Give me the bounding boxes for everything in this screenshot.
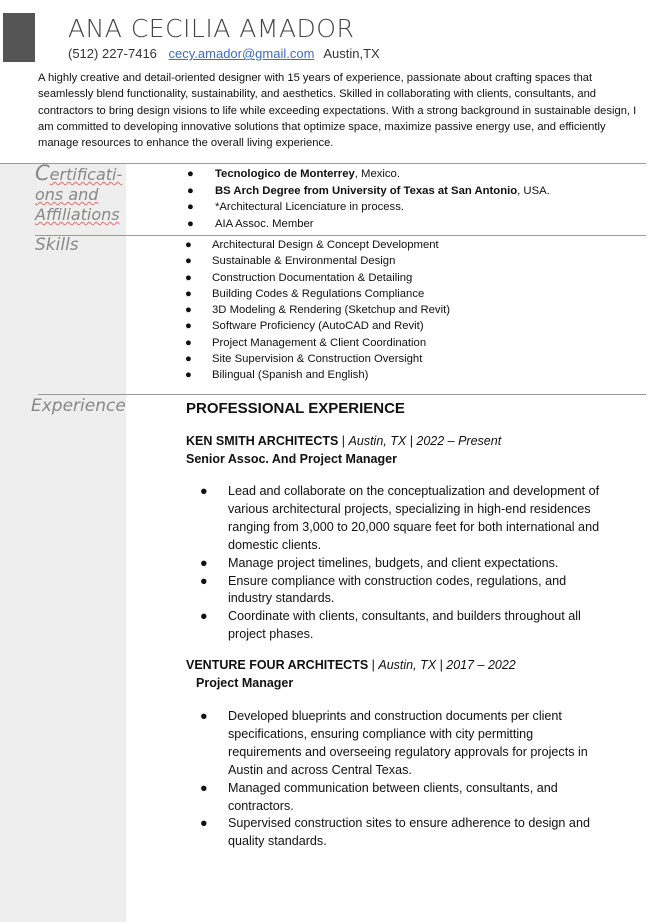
bullet-icon: ●: [185, 239, 192, 251]
bullet-icon: ●: [185, 304, 192, 317]
list-item: [200, 708, 610, 780]
cert-label-line2: ons and: [35, 185, 99, 204]
list-item: [200, 483, 610, 555]
duty-text: Lead and collaborate on the conceptualization and development of various architectural projects, specializing in high-end residences ranging from 3,000 to 20,000 square feet for both international and domestic clients.: [228, 484, 600, 552]
skills-heading: Skills: [35, 235, 79, 255]
bullet-icon: ●: [187, 168, 194, 180]
duty-text: Manage project timelines, budgets, and client expectations.: [228, 555, 559, 570]
list-item: [185, 272, 450, 288]
experience-heading: Experience: [31, 396, 126, 416]
cert-detail: , USA.: [517, 184, 550, 197]
professional-summary: A highly creative and detail-oriented designer with 15 years of experience, passionate about crafting spaces that seamlessly blend functionality, sustainability, and aesthetics. Skilled in collaborating with clients, consultants, and contractors to bring design visions to life while exceeding expectations. With a strong background in sustainable design, I am committed to developing innovative solutions that optimize space, maximize passive energy use, and efficiently manage resources to enhance the overall living experience.: [38, 72, 637, 150]
cert-detail: *Architectural Licenciature in process.: [215, 201, 404, 213]
bullet-icon: ●: [185, 320, 192, 333]
list-item: [200, 555, 610, 573]
header-accent-block: [3, 13, 35, 62]
job-duties-list: [200, 483, 610, 644]
cert-detail: AIA Assoc. Member: [215, 217, 314, 230]
list-item: [185, 320, 450, 336]
job-header: VENTURE FOUR ARCHITECTS | Austin, TX | 2017 – 2022: [186, 658, 516, 672]
cert-label-line1: ertificati-: [49, 165, 123, 184]
list-item: [185, 239, 450, 255]
bullet-icon: ●: [187, 201, 194, 213]
list-item: [187, 201, 550, 218]
list-item: [200, 573, 610, 609]
section-title: PROFESSIONAL EXPERIENCE: [186, 400, 405, 417]
bullet-icon: ●: [200, 555, 208, 570]
contact-line: [68, 46, 380, 61]
duty-text: Developed blueprints and construction documents per client specifications, ensuring compliance with city permitting requirements and overseeing regulatory approvals for projects in Austin and across Central Texas.: [228, 709, 588, 777]
company-name: KEN SMITH ARCHITECTS: [186, 434, 339, 448]
divider: [35, 235, 646, 236]
skill-text: Sustainable & Environmental Design: [212, 255, 396, 268]
bullet-icon: ●: [200, 816, 208, 831]
list-item: [200, 780, 610, 816]
job-details: Austin, TX | 2022 – Present: [348, 434, 502, 448]
skill-text: Bilingual (Spanish and English): [212, 369, 369, 382]
list-item: [185, 255, 450, 271]
skill-text: Project Management & Client Coordination: [212, 336, 427, 349]
job-details: Austin, TX | 2017 – 2022: [378, 658, 516, 672]
phone-number: (512) 227-7416: [68, 46, 157, 61]
location: Austin,TX: [323, 46, 380, 61]
duty-text: Coordinate with clients, consultants, and builders throughout all project phases.: [228, 609, 581, 642]
job-duties-list: [200, 708, 610, 851]
bullet-icon: ●: [185, 353, 192, 366]
list-item: [185, 369, 450, 385]
list-item: [200, 608, 610, 644]
list-item: [200, 815, 610, 851]
list-item: [185, 288, 450, 304]
cert-name: BS Arch Degree from University of Texas at San Antonio: [215, 184, 518, 197]
list-item: [187, 218, 550, 235]
list-item: [185, 353, 450, 369]
bullet-icon: ●: [185, 287, 192, 300]
skill-text: 3D Modeling & Rendering (Sketchup and Revit): [212, 304, 450, 317]
bullet-icon: ●: [187, 184, 194, 197]
duty-text: Supervised construction sites to ensure adherence to design and quality standards.: [228, 816, 590, 849]
divider: [38, 394, 646, 395]
cert-name: Tecnologico de Monterrey: [215, 168, 355, 180]
bullet-icon: ●: [200, 573, 208, 588]
skill-text: Site Supervision & Construction Oversight: [212, 353, 423, 366]
skill-text: Construction Documentation & Detailing: [212, 271, 413, 284]
bullet-icon: ●: [185, 369, 192, 382]
certifications-heading: [35, 163, 130, 225]
duty-text: Ensure compliance with construction codes, regulations, and industry standards.: [228, 573, 567, 606]
bullet-icon: ●: [200, 484, 208, 498]
job-role: Senior Assoc. And Project Manager: [186, 452, 397, 466]
cert-label-line3: Affiliations: [35, 205, 120, 224]
candidate-name: ANA CECILIA AMADOR: [68, 14, 355, 43]
sidebar-background: [0, 163, 126, 922]
bullet-icon: ●: [200, 709, 208, 723]
bullet-icon: ●: [187, 217, 194, 230]
list-item: [187, 168, 550, 185]
skill-text: Software Proficiency (AutoCAD and Revit): [212, 320, 424, 333]
bullet-icon: ●: [185, 255, 192, 268]
duty-text: Managed communication between clients, consultants, and contractors.: [228, 780, 558, 813]
cert-detail: , Mexico.: [354, 168, 400, 180]
bullet-icon: ●: [185, 336, 192, 349]
job-role: Project Manager: [196, 676, 294, 690]
skill-text: Architectural Design & Concept Development: [212, 239, 439, 251]
bullet-icon: ●: [200, 609, 208, 624]
list-item: [187, 185, 550, 202]
list-item: [185, 337, 450, 353]
skills-list: [185, 239, 450, 386]
bullet-icon: ●: [185, 271, 192, 284]
certifications-list: [187, 168, 550, 234]
email-link[interactable]: cecy.amador@gmail.com: [168, 46, 315, 61]
skill-text: Building Codes & Regulations Compliance: [212, 287, 425, 300]
list-item: [185, 304, 450, 320]
job-header: KEN SMITH ARCHITECTS | Austin, TX | 2022 – Present: [186, 434, 502, 448]
cert-first-letter: C: [35, 161, 50, 185]
company-name: VENTURE FOUR ARCHITECTS: [186, 658, 369, 672]
bullet-icon: ●: [200, 780, 208, 795]
